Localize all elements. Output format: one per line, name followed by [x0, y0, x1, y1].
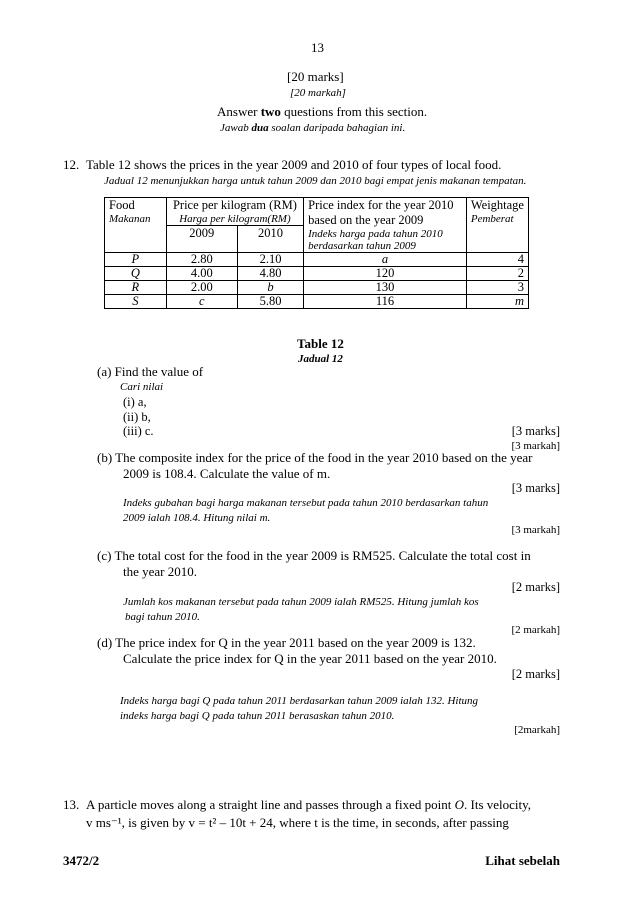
q12b-ms1: Indeks gubahan bagi harga makanan tersebut pada tahun 2010 berdasarkan tahun	[123, 497, 489, 509]
section-instruction-ms: Jawab dua soalan daripada bahagian ini.	[220, 122, 406, 134]
q12-intro-ms: Jadual 12 menunjukkan harga untuk tahun 2009 dan 2010 bagi empat jenis makanan tempatan.	[104, 175, 527, 187]
q12a-marks-ms: [3 markah]	[511, 440, 560, 452]
section-marks-en: [20 marks]	[287, 69, 344, 84]
section-instruction-en: Answer two questions from this section.	[217, 104, 428, 119]
header-food: Food Makanan	[105, 198, 167, 253]
q12b-ms2: 2009 ialah 108.4. Hitung nilai m.	[123, 512, 271, 524]
q12b-line1: (b) The composite index for the price of the food in the year 2010 based on the year	[97, 450, 533, 465]
q12c-marks: [2 marks]	[511, 580, 560, 594]
q12a-label-ms: Cari nilai	[120, 381, 164, 393]
weight-cell: 4	[466, 253, 528, 267]
q12d-marks: [2 marks]	[511, 667, 560, 681]
food-cell: Q	[105, 267, 167, 281]
header-2009: 2009	[166, 226, 237, 253]
index-cell: 130	[304, 281, 467, 295]
price-2010-cell: 2.10	[237, 253, 303, 267]
q12a-label: (a) Find the value of	[97, 364, 204, 379]
price-2009-cell: 4.00	[166, 267, 237, 281]
header-price: Price per kilogram (RM) Harga per kilogram(RM)	[166, 198, 303, 227]
weight-cell: m	[466, 295, 528, 309]
index-cell: 120	[304, 267, 467, 281]
table-row	[105, 295, 529, 309]
price-2009-cell: c	[166, 295, 237, 309]
footer-code: 3472/2	[63, 853, 100, 868]
q12d-line2: Calculate the price index for Q in the year 2011 based on the year 2010.	[123, 651, 497, 666]
q12c-ms1: Jumlah kos makanan tersebut pada tahun 2009 ialah RM525. Hitung jumlah kos	[123, 596, 479, 608]
page-number: 13	[311, 40, 324, 55]
price-2009-cell: 2.80	[166, 253, 237, 267]
q13-line1: A particle moves along a straight line and passes through a fixed point O. Its velocity,	[86, 797, 532, 812]
food-cell: S	[105, 295, 167, 309]
q12c-line1: (c) The total cost for the food in the year 2009 is RM525. Calculate the total cost in	[97, 548, 531, 563]
price-2009-cell: 2.00	[166, 281, 237, 295]
table-header-row	[105, 198, 529, 227]
weight-cell: 3	[466, 281, 528, 295]
food-cell: R	[105, 281, 167, 295]
q12-number: 12.	[63, 157, 80, 172]
q12a-i: (i) a,	[123, 395, 147, 409]
q12d-marks-ms: [2markah]	[514, 724, 560, 736]
footer-next-page: Lihat sebelah	[485, 853, 560, 868]
header-price-index: Price index for the year 2010 based on the year 2009 Indeks harga pada tahun 2010 berdasarkan tahun 2009	[304, 198, 467, 253]
index-cell: 116	[304, 295, 467, 309]
q12d-ms1: Indeks harga bagi Q pada tahun 2011 berdasarkan tahun 2009 ialah 132. Hitung	[120, 695, 478, 707]
q13-number: 13.	[63, 797, 80, 812]
section-marks-ms: [20 markah]	[290, 87, 346, 99]
q12b-line2: 2009 is 108.4. Calculate the value of m.	[123, 466, 331, 481]
weight-cell: 2	[466, 267, 528, 281]
q12c-line2: the year 2010.	[123, 564, 198, 579]
header-weightage: Weightage Pemberat	[466, 198, 528, 253]
price-2010-cell: 5.80	[237, 295, 303, 309]
table-row	[105, 253, 529, 267]
q12d-line1: (d) The price index for Q in the year 2011 based on the year 2009 is 132.	[97, 635, 476, 650]
q12c-marks-ms: [2 markah]	[511, 624, 560, 636]
price-2010-cell: b	[237, 281, 303, 295]
q12a-ii: (ii) b,	[123, 410, 151, 424]
q13-line2: v ms⁻¹, is given by v = t² – 10t + 24, where t is the time, in seconds, after passing	[86, 815, 509, 830]
table-caption-ms: Jadual 12	[298, 353, 343, 365]
q12a-iii: (iii) c.	[123, 424, 154, 438]
q12d-ms2: indeks harga bagi Q pada tahun 2011 berasaskan tahun 2010.	[120, 710, 395, 722]
price-2010-cell: 4.80	[237, 267, 303, 281]
q12b-marks: [3 marks]	[511, 481, 560, 495]
q12b-marks-ms: [3 markah]	[511, 524, 560, 536]
q12c-ms2: bagi tahun 2010.	[125, 611, 200, 623]
table-row	[105, 281, 529, 295]
food-price-table	[104, 197, 529, 309]
table-row	[105, 267, 529, 281]
index-cell: a	[304, 253, 467, 267]
food-cell: P	[105, 253, 167, 267]
table-caption: Table 12	[297, 336, 344, 351]
header-2010: 2010	[237, 226, 303, 253]
q12a-marks: [3 marks]	[511, 424, 560, 438]
q12-intro-en: Table 12 shows the prices in the year 2009 and 2010 of four types of local food.	[86, 157, 502, 172]
